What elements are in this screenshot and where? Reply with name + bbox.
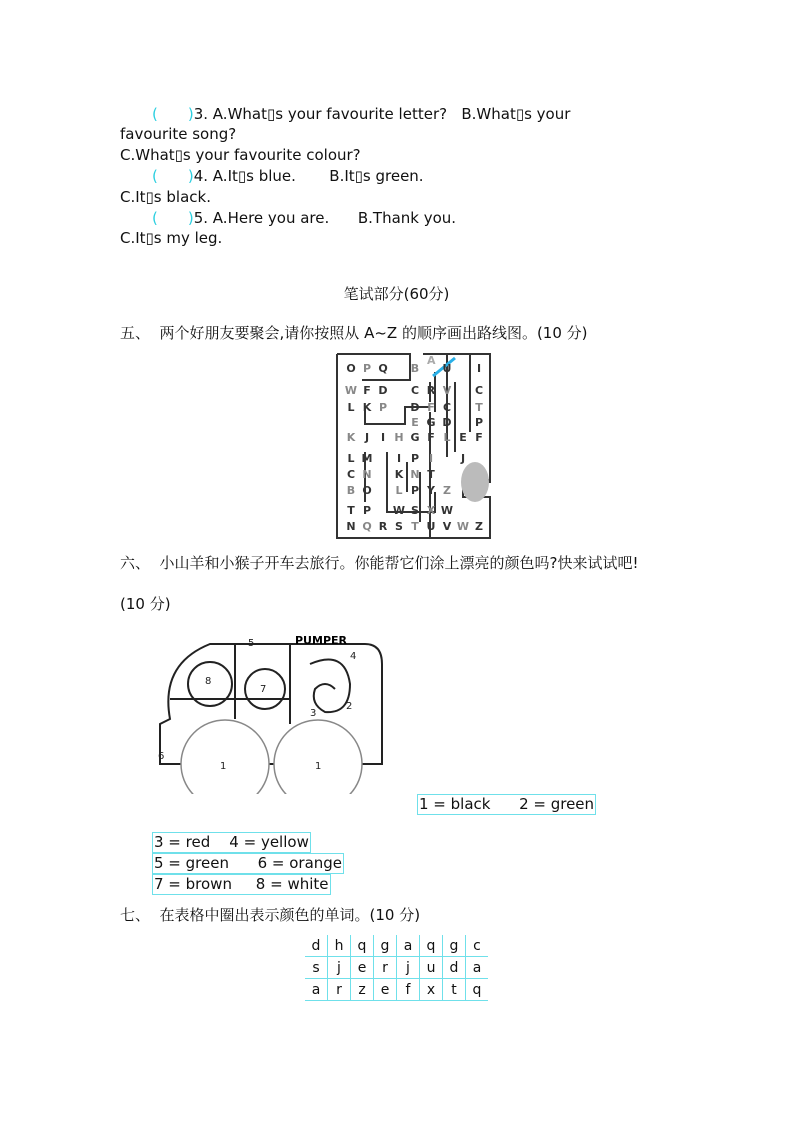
maze-letter: C [410, 384, 420, 397]
maze-letter: T [347, 504, 355, 517]
maze-letter [391, 362, 407, 375]
bus-number: 7 [260, 684, 267, 695]
maze-letter [423, 362, 439, 375]
maze-letter: D [378, 384, 388, 397]
maze-letter: Q [362, 520, 372, 533]
maze-letter: P [378, 401, 388, 414]
section-5-label: 五、 两个好朋友要聚会,请你按照从 A~Z 的顺序画出路线图。(10 分) [120, 324, 588, 342]
maze-letter: J [460, 452, 466, 465]
maze-row [343, 504, 487, 517]
question-3-line3: C.What▯s your favourite colour? [120, 146, 361, 164]
maze-letter [375, 484, 391, 497]
maze-letter: N [362, 468, 372, 481]
bus-number: 8 [205, 676, 212, 687]
grid-cell[interactable]: d [443, 957, 466, 979]
maze-letter [471, 504, 487, 517]
maze-row [343, 452, 487, 465]
maze-letter: V [442, 384, 452, 397]
grid-cell[interactable]: d [305, 935, 328, 957]
maze-letter: D [410, 401, 420, 414]
grid-cell[interactable]: j [397, 957, 420, 979]
maze-letter: R [378, 520, 388, 533]
maze-letter: X [426, 504, 436, 517]
grid-cell[interactable]: h [328, 935, 351, 957]
question-4: ( )4. A.It▯s blue. B.It▯s green. [152, 167, 424, 185]
maze-row [343, 362, 487, 375]
maze-letter: L [347, 452, 355, 465]
maze-letter [471, 484, 487, 497]
grid-cell[interactable]: a [305, 979, 328, 1001]
maze-letter: O [346, 362, 356, 375]
maze-letter [471, 468, 487, 481]
section-6-label: 六、 小山羊和小猴子开车去旅行。你能帮它们涂上漂亮的颜色吗?快来试试吧! [120, 554, 639, 572]
maze-letter: P [362, 504, 372, 517]
maze-letter [455, 362, 471, 375]
maze-letter: V [442, 520, 452, 533]
maze-letter: I [380, 431, 386, 444]
maze-letter: G [426, 416, 436, 429]
maze-letter: O [362, 484, 372, 497]
maze-letter: T [411, 520, 419, 533]
maze-letter: K [362, 401, 372, 414]
maze-letter: L [443, 431, 451, 444]
maze-letter: T [427, 468, 435, 481]
maze-letter [391, 384, 407, 397]
maze-letter [375, 468, 391, 481]
maze-letter [455, 384, 471, 397]
bus-number: 2 [346, 701, 353, 712]
bus-number: 6 [158, 751, 165, 762]
maze-letter: P [410, 484, 420, 497]
grid-cell[interactable]: f [397, 979, 420, 1001]
maze-letter [455, 504, 471, 517]
maze-letter: L [395, 484, 403, 497]
maze-letter: Y [427, 484, 435, 497]
letter-grid [305, 935, 488, 1001]
maze-letter [375, 504, 391, 517]
bus-number: 3 [310, 708, 317, 719]
grid-cell[interactable]: g [443, 935, 466, 957]
maze-letter: E [411, 416, 419, 429]
maze-letter: R [426, 384, 436, 397]
maze-letter: K [346, 431, 356, 444]
maze-row [343, 484, 487, 497]
maze-letter: H [394, 431, 404, 444]
maze-letter: F [427, 401, 435, 414]
color-key-3-4: 3 = red 4 = yellow [154, 833, 309, 851]
maze-row [343, 468, 487, 481]
maze-letter: U [426, 520, 436, 533]
maze-letter [455, 484, 471, 497]
color-key-1-2: 1 = black 2 = green [419, 795, 595, 813]
maze-letter: F [363, 384, 371, 397]
bus-label: PUMPER [295, 634, 347, 647]
color-key-5-6: 5 = green 6 = orange [154, 854, 343, 872]
maze-letter: F [427, 431, 435, 444]
maze-letter: W [456, 520, 470, 533]
maze-letter [391, 416, 407, 429]
maze-letter [439, 452, 455, 465]
maze-letter [391, 401, 407, 414]
maze-letter [455, 401, 471, 414]
maze-letter: I [476, 362, 482, 375]
maze [335, 352, 495, 540]
maze-letter: Q [378, 362, 388, 375]
maze-letter: I [396, 452, 402, 465]
grid-row [305, 979, 488, 1001]
maze-row [343, 384, 487, 397]
maze-letter [375, 452, 391, 465]
maze-letter [455, 416, 471, 429]
maze-row [343, 401, 487, 414]
maze-letter: E [459, 431, 467, 444]
bus-number: 1 [315, 761, 322, 772]
maze-letter [455, 468, 471, 481]
grid-cell[interactable]: c [466, 935, 489, 957]
grid-cell[interactable]: e [351, 957, 374, 979]
maze-letter: L [347, 401, 355, 414]
maze-letter: P [410, 452, 420, 465]
grid-cell[interactable]: g [374, 935, 397, 957]
bus-number: 5 [248, 638, 255, 649]
maze-letter [343, 416, 359, 429]
question-3: ( )3. A.What▯s your favourite letter? B.What▯s your [152, 105, 571, 123]
question-5: ( )5. A.Here you are. B.Thank you. [152, 209, 457, 227]
section-6-points: (10 分) [120, 595, 171, 613]
grid-cell[interactable]: e [374, 979, 397, 1001]
maze-letter: K [394, 468, 404, 481]
maze-letter: T [475, 401, 483, 414]
grid-cell[interactable]: s [305, 957, 328, 979]
grid-cell[interactable]: x [420, 979, 443, 1001]
grid-cell[interactable]: a [397, 935, 420, 957]
maze-letter: D [442, 416, 452, 429]
grid-cell[interactable]: r [374, 957, 397, 979]
grid-row [305, 935, 488, 957]
grid-cell[interactable]: r [328, 979, 351, 1001]
written-title: 笔试部分(60分) [343, 285, 450, 303]
maze-letter: P [474, 416, 484, 429]
grid-cell[interactable]: t [443, 979, 466, 1001]
maze-row [343, 520, 487, 533]
maze-letter: W [440, 504, 454, 517]
maze-letter: J [364, 431, 370, 444]
grid-cell[interactable]: z [351, 979, 374, 1001]
grid-cell[interactable]: a [466, 957, 489, 979]
maze-letter: N [346, 520, 356, 533]
maze-letter: I [428, 452, 434, 465]
maze-row [343, 416, 487, 429]
grid-cell[interactable]: j [328, 957, 351, 979]
maze-letter: F [475, 431, 483, 444]
maze-letter: C [474, 384, 484, 397]
grid-row [305, 957, 488, 979]
bus-number: 4 [350, 651, 357, 662]
maze-letter [359, 416, 375, 429]
maze-letter: B [346, 484, 356, 497]
question-5-line2: C.It▯s my leg. [120, 229, 223, 247]
maze-letter: Z [475, 520, 483, 533]
maze-row [343, 431, 487, 444]
maze-letter [439, 468, 455, 481]
maze-letter: W [392, 504, 406, 517]
grid-cell[interactable]: q [420, 935, 443, 957]
color-key-7-8: 7 = brown 8 = white [154, 875, 329, 893]
grid-cell[interactable]: q [351, 935, 374, 957]
maze-letter: C [346, 468, 356, 481]
section-7-label: 七、 在表格中圈出表示颜色的单词。(10 分) [120, 906, 421, 924]
grid-cell[interactable]: u [420, 957, 443, 979]
maze-letter [375, 416, 391, 429]
maze-letter: B [410, 362, 420, 375]
maze-letter: W [344, 384, 358, 397]
maze-letter: S [411, 504, 419, 517]
bus-illustration [150, 624, 390, 794]
maze-letter: P [362, 362, 372, 375]
question-3-line2: favourite song? [120, 125, 237, 143]
maze-letter: G [410, 431, 420, 444]
bus-drawing [150, 624, 390, 794]
maze-letter: S [395, 520, 403, 533]
maze-letter: Z [443, 484, 451, 497]
grid-cell[interactable]: q [466, 979, 489, 1001]
maze-letter: U [442, 362, 452, 375]
maze-letter: N [410, 468, 420, 481]
maze-letter [471, 452, 487, 465]
bus-number: 1 [220, 761, 227, 772]
maze-letter: M [361, 452, 373, 465]
question-4-line2: C.It▯s black. [120, 188, 211, 206]
maze-letter-a: A [427, 354, 436, 367]
maze-letter: C [442, 401, 452, 414]
